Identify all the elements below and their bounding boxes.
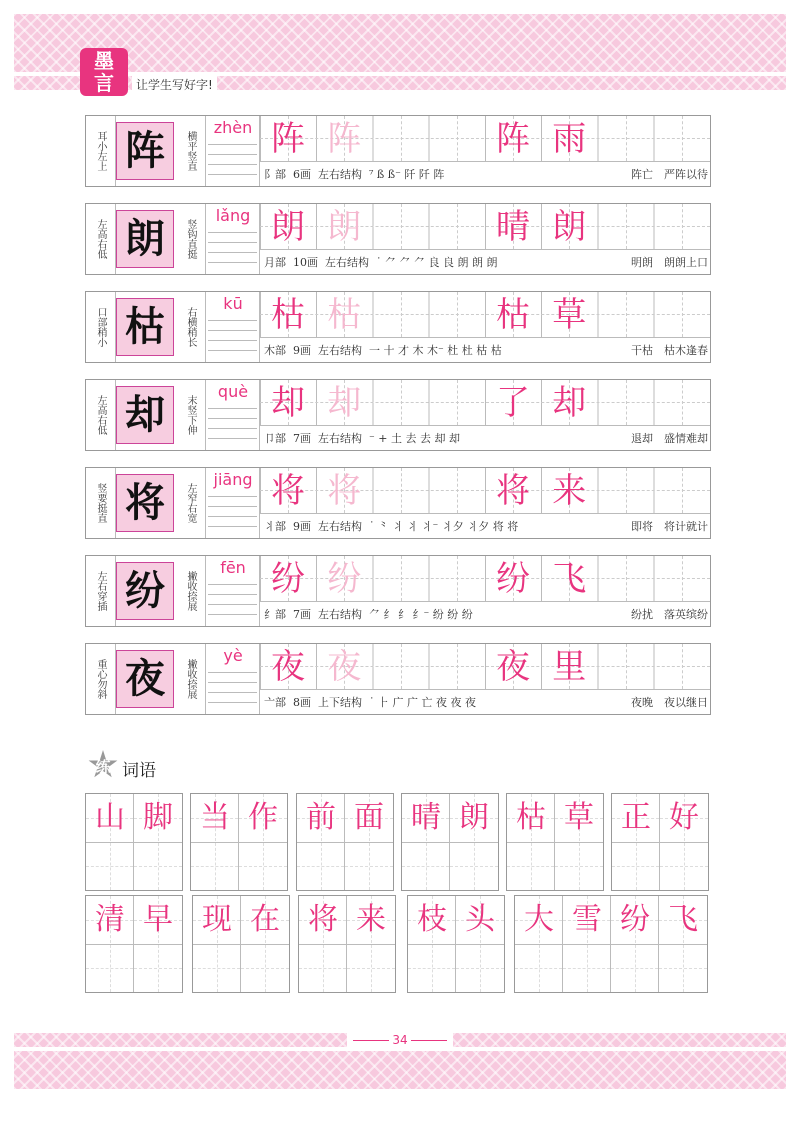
grid-char: 草	[552, 295, 587, 335]
pinyin-box	[206, 380, 260, 450]
stroke-order: ⁷ ß ß⁻ 阡 阡 阵	[369, 168, 445, 181]
tip-left: 耳小左上	[86, 116, 116, 186]
grid-char: 将	[496, 471, 530, 511]
word-box	[506, 793, 604, 891]
word-cell	[191, 794, 239, 890]
stroke-order: ⺈ 纟 纟 纟⁻ 纷 纷 纷	[369, 608, 473, 621]
word-cell	[345, 794, 393, 890]
example-words: 纷扰 落英缤纷	[631, 608, 708, 621]
character-row	[85, 115, 711, 187]
word-char: 朗	[459, 800, 489, 835]
pinyin-lines	[208, 144, 257, 184]
model-character: 将	[116, 474, 174, 532]
brand-logo	[80, 48, 128, 96]
example-words: 阵亡 严阵以待	[631, 168, 708, 181]
word-char: 早	[143, 902, 173, 937]
character-info	[264, 166, 708, 182]
word-cell	[86, 896, 134, 992]
grid-char	[654, 294, 710, 336]
grid-char	[373, 294, 429, 336]
word-char: 头	[465, 902, 495, 937]
character-row	[85, 555, 711, 627]
word-char: 前	[306, 800, 336, 835]
pinyin-box	[206, 468, 260, 538]
grid-char: 纷	[327, 559, 362, 599]
grid-char	[598, 118, 654, 160]
grid-char: 雨	[552, 119, 587, 159]
word-box	[407, 895, 505, 993]
word-box	[298, 895, 396, 993]
footer-pattern-band	[14, 1051, 786, 1089]
word-cell	[450, 794, 498, 890]
stroke-order: ˙ ⺀ 丬 丬 丬⁻ 丬夕 丬夕 将 将	[369, 520, 519, 533]
word-cell	[563, 896, 611, 992]
example-words: 明朗 朗朗上口	[631, 256, 708, 269]
radical: 丬部	[264, 520, 286, 533]
stroke-order: ⁻ + 土 去 去 却 却	[369, 432, 461, 445]
pinyin: jiāng	[213, 470, 253, 489]
pinyin: yè	[223, 646, 243, 665]
grid-char	[373, 206, 429, 248]
grid-char	[598, 646, 654, 688]
word-char: 清	[95, 902, 125, 937]
word-cell	[555, 794, 603, 890]
pinyin-lines	[208, 496, 257, 536]
radical: 月部	[264, 256, 286, 269]
word-cell	[408, 896, 456, 992]
example-words: 退却 盛情难却	[631, 432, 708, 445]
word-char: 草	[564, 800, 594, 835]
grid-char	[654, 206, 710, 248]
word-char: 晴	[411, 800, 441, 835]
word-char: 枯	[516, 800, 546, 835]
grid-char	[598, 382, 654, 424]
word-box	[192, 895, 290, 993]
grid-char: 里	[552, 647, 587, 687]
grid-char: 枯	[496, 295, 530, 335]
page-number-value: 34	[392, 1033, 408, 1047]
word-char: 现	[202, 902, 232, 937]
word-cell	[347, 896, 395, 992]
pinyin-box	[206, 644, 260, 714]
word-cell	[507, 794, 555, 890]
writing-grid	[260, 380, 710, 426]
pinyin-box	[206, 204, 260, 274]
pinyin-lines	[208, 408, 257, 448]
grid-char: 来	[552, 471, 587, 511]
pinyin-box	[206, 292, 260, 362]
grid-char	[654, 470, 710, 512]
word-char: 山	[95, 800, 125, 835]
grid-char	[654, 558, 710, 600]
tip-left: 左高右低	[86, 380, 116, 450]
word-cell	[86, 794, 134, 890]
grid-char: 阵	[271, 119, 305, 159]
word-box	[514, 895, 708, 993]
character-info	[264, 518, 708, 534]
word-box	[85, 793, 183, 891]
word-char: 雪	[572, 902, 602, 937]
structure: 左右结构	[318, 608, 362, 621]
model-character: 枯	[116, 298, 174, 356]
radical: 纟部	[264, 608, 286, 621]
tip-right: 竖钩直挺	[176, 204, 206, 274]
structure: 左右结构	[318, 432, 362, 445]
grid-char	[654, 382, 710, 424]
word-char: 脚	[143, 800, 173, 835]
grid-char	[373, 118, 429, 160]
tip-right: 撇收捺展	[176, 556, 206, 626]
word-cell	[297, 794, 345, 890]
structure: 左右结构	[318, 168, 362, 181]
writing-grid	[260, 644, 710, 690]
grid-char: 却	[327, 383, 362, 423]
pinyin: fēn	[220, 558, 246, 577]
radical: 阝部	[264, 168, 286, 181]
logo-char-1: 墨	[94, 49, 114, 73]
word-char: 将	[308, 902, 338, 937]
model-character: 却	[116, 386, 174, 444]
grid-char: 阵	[327, 119, 362, 159]
model-character: 阵	[116, 122, 174, 180]
grid-char	[429, 382, 485, 424]
grid-char	[598, 558, 654, 600]
word-cell	[299, 896, 347, 992]
grid-char: 晴	[496, 207, 530, 247]
word-cell	[659, 896, 707, 992]
grid-char: 朗	[327, 207, 362, 247]
tip-right: 撇收捺展	[176, 644, 206, 714]
grid-char: 飞	[552, 559, 587, 599]
word-cell	[402, 794, 450, 890]
grid-char: 了	[496, 383, 530, 423]
model-character: 朗	[116, 210, 174, 268]
character-row	[85, 291, 711, 363]
grid-char: 夜	[327, 647, 362, 687]
writing-grid	[260, 204, 710, 250]
tip-left: 左右穿插	[86, 556, 116, 626]
word-char: 面	[354, 800, 384, 835]
grid-char: 夜	[271, 647, 305, 687]
word-char: 正	[621, 800, 651, 835]
pinyin-lines	[208, 584, 257, 624]
header-pattern-band	[14, 14, 786, 72]
grid-char	[598, 470, 654, 512]
stroke-count: 7画	[293, 608, 311, 621]
word-cell	[612, 794, 660, 890]
grid-char: 朗	[552, 207, 587, 247]
grid-char: 却	[552, 383, 587, 423]
grid-char: 纷	[496, 559, 530, 599]
writing-grid	[260, 556, 710, 602]
word-char: 当	[200, 800, 230, 835]
grid-char	[429, 470, 485, 512]
tip-left: 重心勿斜	[86, 644, 116, 714]
word-cell	[660, 794, 708, 890]
example-words: 夜晚 夜以继日	[631, 696, 708, 709]
slogan: 让学生写好字!	[132, 76, 217, 93]
character-row	[85, 203, 711, 275]
grid-char	[373, 558, 429, 600]
practice-title: 词语	[122, 761, 156, 781]
grid-char	[654, 646, 710, 688]
grid-char: 夜	[496, 647, 530, 687]
structure: 左右结构	[318, 344, 362, 357]
word-cell	[134, 896, 182, 992]
grid-char: 枯	[271, 295, 305, 335]
radical: 亠部	[264, 696, 286, 709]
stroke-count: 10画	[293, 256, 318, 269]
model-character: 纷	[116, 562, 174, 620]
word-cell	[456, 896, 504, 992]
word-cell	[239, 794, 287, 890]
grid-char: 却	[271, 383, 305, 423]
stroke-count: 9画	[293, 344, 311, 357]
grid-char: 阵	[496, 119, 530, 159]
character-row	[85, 379, 711, 451]
character-info	[264, 606, 708, 622]
grid-char	[373, 382, 429, 424]
grid-char: 将	[327, 471, 362, 511]
grid-char: 纷	[271, 559, 305, 599]
practice-badge: 练	[95, 758, 111, 776]
pinyin: lǎng	[215, 206, 251, 225]
word-char: 飞	[668, 902, 698, 937]
radical: 卩部	[264, 432, 286, 445]
stroke-order: ˙ ⺈ ⺈ ⺈ 良 良 朗 朗 朗	[376, 256, 498, 269]
character-row	[85, 643, 711, 715]
tip-right: 横平竖直	[176, 116, 206, 186]
pinyin: què	[217, 382, 249, 401]
grid-char	[373, 470, 429, 512]
stroke-count: 6画	[293, 168, 311, 181]
writing-grid	[260, 116, 710, 162]
word-cell	[611, 896, 659, 992]
tip-right: 末竖下伸	[176, 380, 206, 450]
page-number	[0, 1033, 800, 1047]
word-char: 大	[524, 902, 554, 937]
word-box	[85, 895, 183, 993]
grid-char: 枯	[327, 295, 362, 335]
word-cell	[193, 896, 241, 992]
word-box	[401, 793, 499, 891]
example-words: 干枯 枯木逢春	[631, 344, 708, 357]
pinyin-lines	[208, 320, 257, 360]
grid-char	[598, 294, 654, 336]
word-box	[190, 793, 288, 891]
pinyin-box	[206, 116, 260, 186]
model-character: 夜	[116, 650, 174, 708]
stroke-count: 9画	[293, 520, 311, 533]
structure: 上下结构	[318, 696, 362, 709]
structure: 左右结构	[318, 520, 362, 533]
stroke-order: ˙ ⺊ 广 广 亡 夜 夜 夜	[369, 696, 476, 709]
stroke-count: 8画	[293, 696, 311, 709]
grid-char: 将	[271, 471, 305, 511]
structure: 左右结构	[325, 256, 369, 269]
word-char: 在	[250, 902, 280, 937]
pinyin: kū	[223, 294, 243, 313]
writing-grid	[260, 468, 710, 514]
word-char: 来	[356, 902, 386, 937]
grid-char	[429, 118, 485, 160]
writing-grid	[260, 292, 710, 338]
pinyin-lines	[208, 232, 257, 272]
word-cell	[241, 896, 289, 992]
example-words: 即将 将计就计	[631, 520, 708, 533]
grid-char	[598, 206, 654, 248]
tip-left: 竖要挺直	[86, 468, 116, 538]
stroke-order: 一 十 才 木 木⁻ 杜 杜 枯 枯	[369, 344, 502, 357]
grid-char	[429, 558, 485, 600]
grid-char	[654, 118, 710, 160]
word-box	[611, 793, 709, 891]
word-char: 好	[669, 800, 699, 835]
tip-left: 左高右低	[86, 204, 116, 274]
character-info	[264, 430, 708, 446]
word-cell	[134, 794, 182, 890]
header-pattern-strip	[14, 76, 786, 90]
tip-right: 左窄右宽	[176, 468, 206, 538]
word-box	[296, 793, 394, 891]
grid-char	[429, 206, 485, 248]
grid-char	[373, 646, 429, 688]
pinyin-box	[206, 556, 260, 626]
tip-left: 口部稍小	[86, 292, 116, 362]
stroke-count: 7画	[293, 432, 311, 445]
pinyin: zhèn	[213, 118, 253, 137]
tip-right: 右横稍长	[176, 292, 206, 362]
logo-char-2: 言	[94, 71, 114, 95]
grid-char	[429, 646, 485, 688]
word-char: 作	[248, 800, 278, 835]
character-info	[264, 342, 708, 358]
character-info	[264, 254, 708, 270]
character-info	[264, 694, 708, 710]
grid-char	[429, 294, 485, 336]
word-char: 纷	[620, 902, 650, 937]
grid-char: 朗	[271, 207, 305, 247]
word-char: 枝	[417, 902, 447, 937]
pinyin-lines	[208, 672, 257, 712]
character-row	[85, 467, 711, 539]
radical: 木部	[264, 344, 286, 357]
word-cell	[515, 896, 563, 992]
